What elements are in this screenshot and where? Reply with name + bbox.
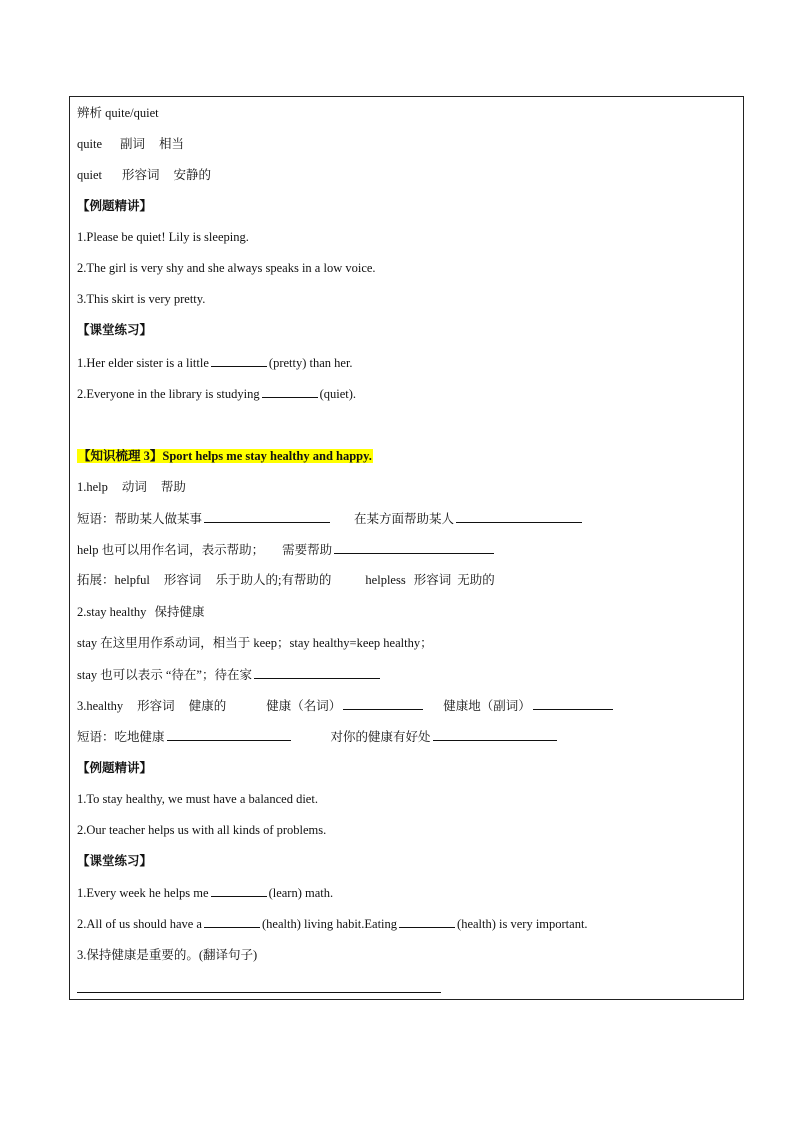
fill-blank[interactable] bbox=[334, 541, 494, 554]
practice-item-3: 3.保持健康是重要的。(翻译句子) bbox=[77, 948, 258, 962]
practice-header-1: 【课堂练习】 bbox=[77, 323, 153, 337]
help-definition: 1.help 动词 帮助 bbox=[77, 480, 186, 494]
quite-quiet-title: 辨析 quite/quiet bbox=[77, 106, 159, 120]
fill-blank[interactable] bbox=[211, 884, 267, 897]
fill-blank[interactable] bbox=[456, 510, 582, 523]
practice-item-2: 2.All of us should have a (health) living habit.Eating (health) is very important. bbox=[77, 917, 588, 931]
quite-definition: quite 副词 相当 bbox=[77, 137, 185, 151]
fill-blank[interactable] bbox=[204, 915, 260, 928]
practice-header-2: 【课堂练习】 bbox=[77, 854, 153, 868]
example-sentence: 1.Please be quiet! Lily is sleeping. bbox=[77, 230, 249, 244]
help-phrases: 短语：帮助某人做某事 在某方面帮助某人 bbox=[77, 510, 584, 527]
example-sentence: 2.Our teacher helps us with all kinds of problems. bbox=[77, 823, 327, 837]
help-noun-note: help 也可以用作名词，表示帮助； 需要帮助 bbox=[77, 541, 496, 558]
healthy-definition: 3.healthy 形容词 健康的 健康（名词） 健康地（副词） bbox=[77, 697, 615, 714]
quiet-definition: quiet 形容词 安静的 bbox=[77, 168, 212, 182]
stay-linking-note: stay 在这里用作系动词，相当于 keep；stay healthy=keep healthy； bbox=[77, 636, 433, 650]
example-sentence: 3.This skirt is very pretty. bbox=[77, 292, 206, 306]
translation-answer-line[interactable] bbox=[77, 992, 441, 993]
fill-blank[interactable] bbox=[211, 354, 267, 367]
help-expansion: 拓展：helpful 形容词 乐于助人的;有帮助的 helpless 形容词 无助的 bbox=[77, 573, 495, 587]
knowledge-heading-3: 【知识梳理 3】Sport helps me stay healthy and happy. bbox=[78, 449, 372, 463]
fill-blank[interactable] bbox=[433, 728, 557, 741]
stay-home-note: stay 也可以表示 “待在”；待在家 bbox=[77, 666, 382, 683]
examples-header-1: 【例题精讲】 bbox=[77, 199, 153, 213]
fill-blank[interactable] bbox=[204, 510, 330, 523]
example-sentence: 2.The girl is very shy and she always speaks in a low voice. bbox=[77, 261, 376, 275]
example-sentence: 1.To stay healthy, we must have a balanced diet. bbox=[77, 792, 318, 806]
examples-header-2: 【例题精讲】 bbox=[77, 761, 153, 775]
practice-item-1: 1.Every week he helps me (learn) math. bbox=[77, 886, 334, 900]
practice-item-2: 2.Everyone in the library is studying (quiet). bbox=[77, 387, 357, 401]
practice-item-1: 1.Her elder sister is a little (pretty) than her. bbox=[77, 356, 353, 370]
fill-blank[interactable] bbox=[533, 697, 613, 710]
fill-blank[interactable] bbox=[262, 385, 318, 398]
fill-blank[interactable] bbox=[399, 915, 455, 928]
fill-blank[interactable] bbox=[343, 697, 423, 710]
healthy-phrases: 短语：吃地健康 对你的健康有好处 bbox=[77, 728, 559, 745]
stay-healthy-definition: 2.stay healthy 保持健康 bbox=[77, 605, 205, 619]
fill-blank[interactable] bbox=[254, 666, 380, 679]
fill-blank[interactable] bbox=[167, 728, 291, 741]
